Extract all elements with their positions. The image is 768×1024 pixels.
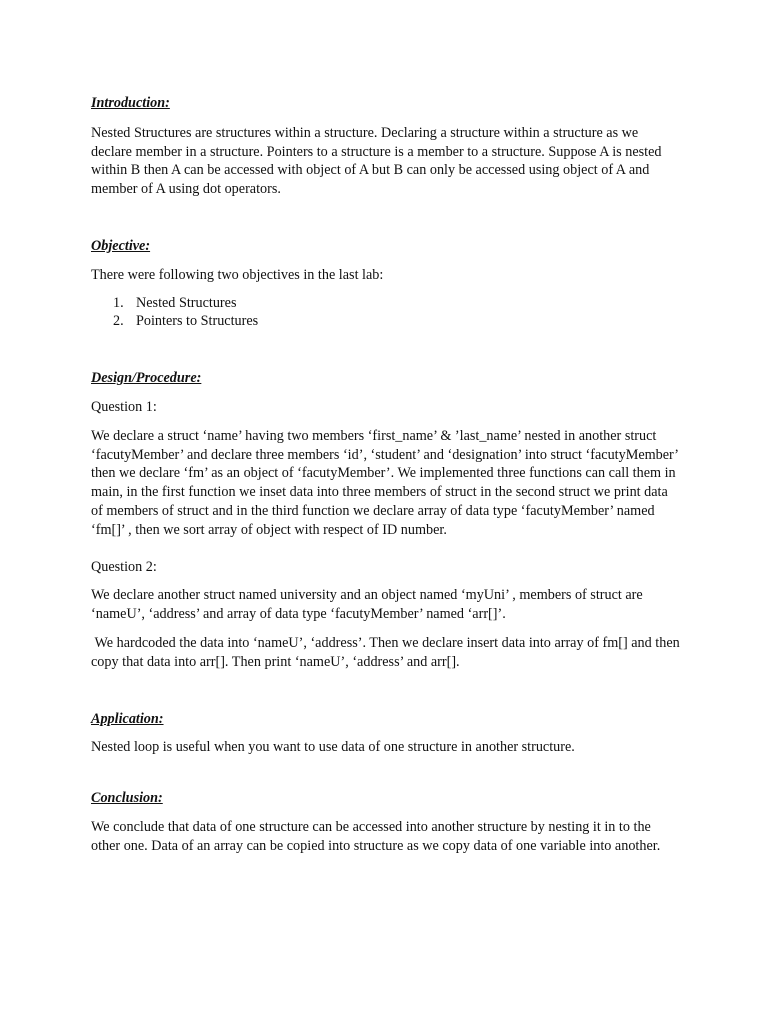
list-item-label: Nested Structures xyxy=(136,294,237,311)
question-2-label: Question 2: xyxy=(91,558,157,575)
document-page xyxy=(91,94,684,856)
introduction-body: Nested Structures are structures within a structure. Declaring a structure within a structure as we declare member in a structure. Pointers to a structure is a member to a structure. Suppose A is nested within B then A can be accessed with object of A but B can only be accessed using object of A and member of A using dot operators. xyxy=(91,124,662,198)
objective-heading: Objective: xyxy=(91,237,151,254)
question-1-body: We declare a struct ‘name’ having two members ‘first_name’ & ’last_name’ nested in another struct ‘facutyMember’ and declare three members ‘id’, ‘student’ and ‘designation’ into struct ‘facutyMember’ then we declare ‘fm’ as an object of ‘facutyMember’. We implemented three functions can call them in main, in the first function we inset data into three members of struct in the second struct we print data of members of struct and in the third function we declare array of data type ‘facutyMember’ named ‘fm[]’ , then we sort array of object with respect of ID number. xyxy=(91,427,678,538)
list-item-label: Pointers to Structures xyxy=(136,313,259,330)
list-item-number: 1. xyxy=(113,294,124,311)
application-heading: Application: xyxy=(91,710,164,727)
application-body: Nested loop is useful when you want to use data of one structure in another structure. xyxy=(91,739,575,756)
conclusion-heading: Conclusion: xyxy=(91,790,163,807)
objective-list-item xyxy=(91,294,681,313)
introduction-heading: Introduction: xyxy=(91,95,170,111)
objective-list-item xyxy=(91,312,681,331)
design-heading: Design/Procedure: xyxy=(91,370,202,387)
objective-intro: There were following two objectives in the last lab: xyxy=(91,266,384,283)
question-1-label: Question 1: xyxy=(91,398,157,415)
question-2-body: We declare another struct named university and an object named ‘myUni’ , members of struct are ‘nameU’, ‘address’ and array of data type ‘facutyMember’ named ‘arr[]’. xyxy=(91,587,643,623)
objective-list xyxy=(91,294,681,332)
list-item-number: 2. xyxy=(113,313,124,330)
conclusion-body: We conclude that data of one structure can be accessed into another structure by nesting it in to the other one. Data of an array can be copied into structure as we copy data of one variable into another. xyxy=(91,818,661,854)
question-2-body-continued: We hardcoded the data into ‘nameU’, ‘address’. Then we declare insert data into array of fm[] and then copy that data into arr[]. Then print ‘nameU’, ‘address’ and arr[]. xyxy=(91,634,684,670)
